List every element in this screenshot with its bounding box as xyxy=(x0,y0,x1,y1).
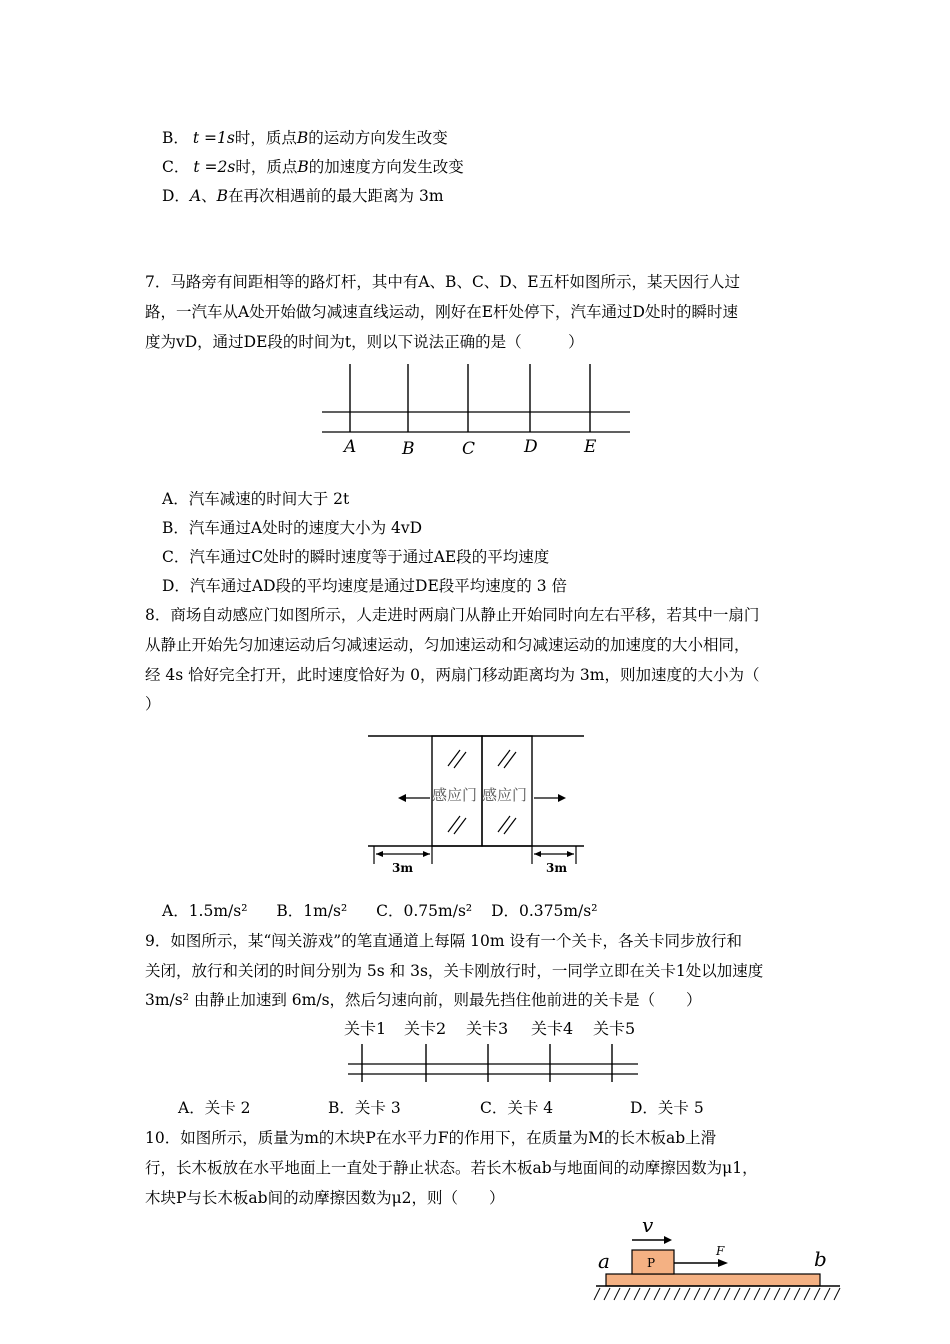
q7-option-d: D．汽车通过AD段的平均速度是通过DE段平均速度的 3 倍 xyxy=(162,577,568,595)
q9-option-c: C．关卡 4 xyxy=(480,1099,554,1117)
arrow-left-icon xyxy=(398,794,406,802)
block-label: P xyxy=(647,1256,656,1270)
pole-label-b: B xyxy=(402,439,415,459)
q6-option-d: D．A、B在再次相遇前的最大距离为 3m xyxy=(162,187,444,205)
velocity-label: v xyxy=(642,1213,654,1237)
q9-option-a: A．关卡 2 xyxy=(178,1099,251,1117)
gate-label-3: 关卡3 xyxy=(466,1019,509,1038)
q9-option-d: D．关卡 5 xyxy=(630,1099,704,1117)
q8-stem-line-2: 从静止开始先匀加速运动后匀减速运动，匀加速运动和匀减速运动的加速度的大小相同， xyxy=(145,636,750,654)
q9-stem-line-1: 9．如图所示，某“闯关游戏”的笔直通道上每隔 10m 设有一个关卡，各关卡同步放行和 xyxy=(145,932,742,950)
q10-stem-line-3: 木块P与长木板ab间的动摩擦因数为μ2，则（ ） xyxy=(145,1189,505,1207)
q8-option-c: C．0.75m/s² xyxy=(376,902,473,920)
q7-option-c: C．汽车通过C处时的瞬时速度等于通过AE段的平均速度 xyxy=(162,548,550,566)
velocity-arrow-icon xyxy=(664,1236,672,1244)
board-end-b: b xyxy=(814,1247,827,1271)
dist-label-left: 3m xyxy=(392,861,414,875)
q10-block-board-figure xyxy=(592,1212,848,1304)
gate-label-4: 关卡4 xyxy=(531,1019,574,1038)
gate-label-5: 关卡5 xyxy=(593,1019,636,1038)
gate-label-1: 关卡1 xyxy=(344,1019,387,1038)
dist-label-right: 3m xyxy=(546,861,568,875)
q9-stem-line-2: 关闭，放行和关闭的时间分别为 5s 和 3s，关卡刚放行时，一同学立即在关卡1处以加速度 xyxy=(145,962,764,980)
force-label: F xyxy=(716,1244,725,1258)
pole-label-c: C xyxy=(462,439,476,459)
q8-stem-line-1: 8．商场自动感应门如图所示，人走进时两扇门从静止开始同时向左右平移，若其中一扇门 xyxy=(145,606,760,624)
q7-stem-line-1: 7．马路旁有间距相等的路灯杆，其中有A、B、C、D、E五杆如图所示，某天因行人过 xyxy=(145,273,741,291)
q8-stem-line-4: ） xyxy=(145,695,161,713)
q8-option-d: D．0.375m/s² xyxy=(491,902,598,920)
q7-stem-line-2: 路，一汽车从A处开始做匀减速直线运动，刚好在E杆处停下，汽车通过D处时的瞬时速 xyxy=(145,303,738,321)
q7-lamp-post-figure xyxy=(318,360,638,460)
q8-option-b: B．1m/s² xyxy=(276,902,348,920)
pole-label-d: D xyxy=(524,437,538,457)
q10-stem-line-1: 10．如图所示，质量为m的木块P在水平力F的作用下，在质量为M的长木板ab上滑 xyxy=(145,1129,717,1147)
q7-stem-line-3: 度为vD，通过DE段的时间为t，则以下说法正确的是（ ） xyxy=(145,333,584,351)
arrow-right-icon xyxy=(558,794,566,802)
q8-stem-line-3: 经 4s 恰好完全打开，此时速度恰好为 0，两扇门移动距离均为 3m，则加速度的大小为（ xyxy=(145,666,760,684)
q9-gate-figure xyxy=(340,1014,650,1086)
force-arrow-icon xyxy=(718,1259,728,1267)
long-board xyxy=(606,1274,820,1286)
board-end-a: a xyxy=(598,1249,610,1273)
q8-options-row xyxy=(162,901,597,921)
q7-option-a: A．汽车减速的时间大于 2t xyxy=(162,490,350,508)
pole-label-a: A xyxy=(344,437,357,457)
door-label-right: 感应门 xyxy=(482,786,528,804)
q6-option-b: B． t =1s时，质点B的运动方向发生改变 xyxy=(162,129,448,147)
pole-label-e: E xyxy=(584,437,597,457)
q9-stem-line-3: 3m/s² 由静止加速到 6m/s，然后匀速向前，则最先挡住他前进的关卡是（ ） xyxy=(145,991,702,1009)
door-label-left: 感应门 xyxy=(432,786,478,804)
q6-option-c: C． t =2s时，质点B的加速度方向发生改变 xyxy=(162,158,464,176)
q9-option-b: B．关卡 3 xyxy=(328,1099,401,1117)
q7-option-b: B．汽车通过A处时的速度大小为 4vD xyxy=(162,519,423,537)
q10-stem-line-2: 行，长木板放在水平地面上一直处于静止状态。若长木板ab与地面间的动摩擦因数为μ1， xyxy=(145,1159,758,1177)
q8-option-a: A．1.5m/s² xyxy=(162,902,248,920)
gate-label-2: 关卡2 xyxy=(404,1019,447,1038)
q8-sensor-door-figure xyxy=(362,730,592,880)
